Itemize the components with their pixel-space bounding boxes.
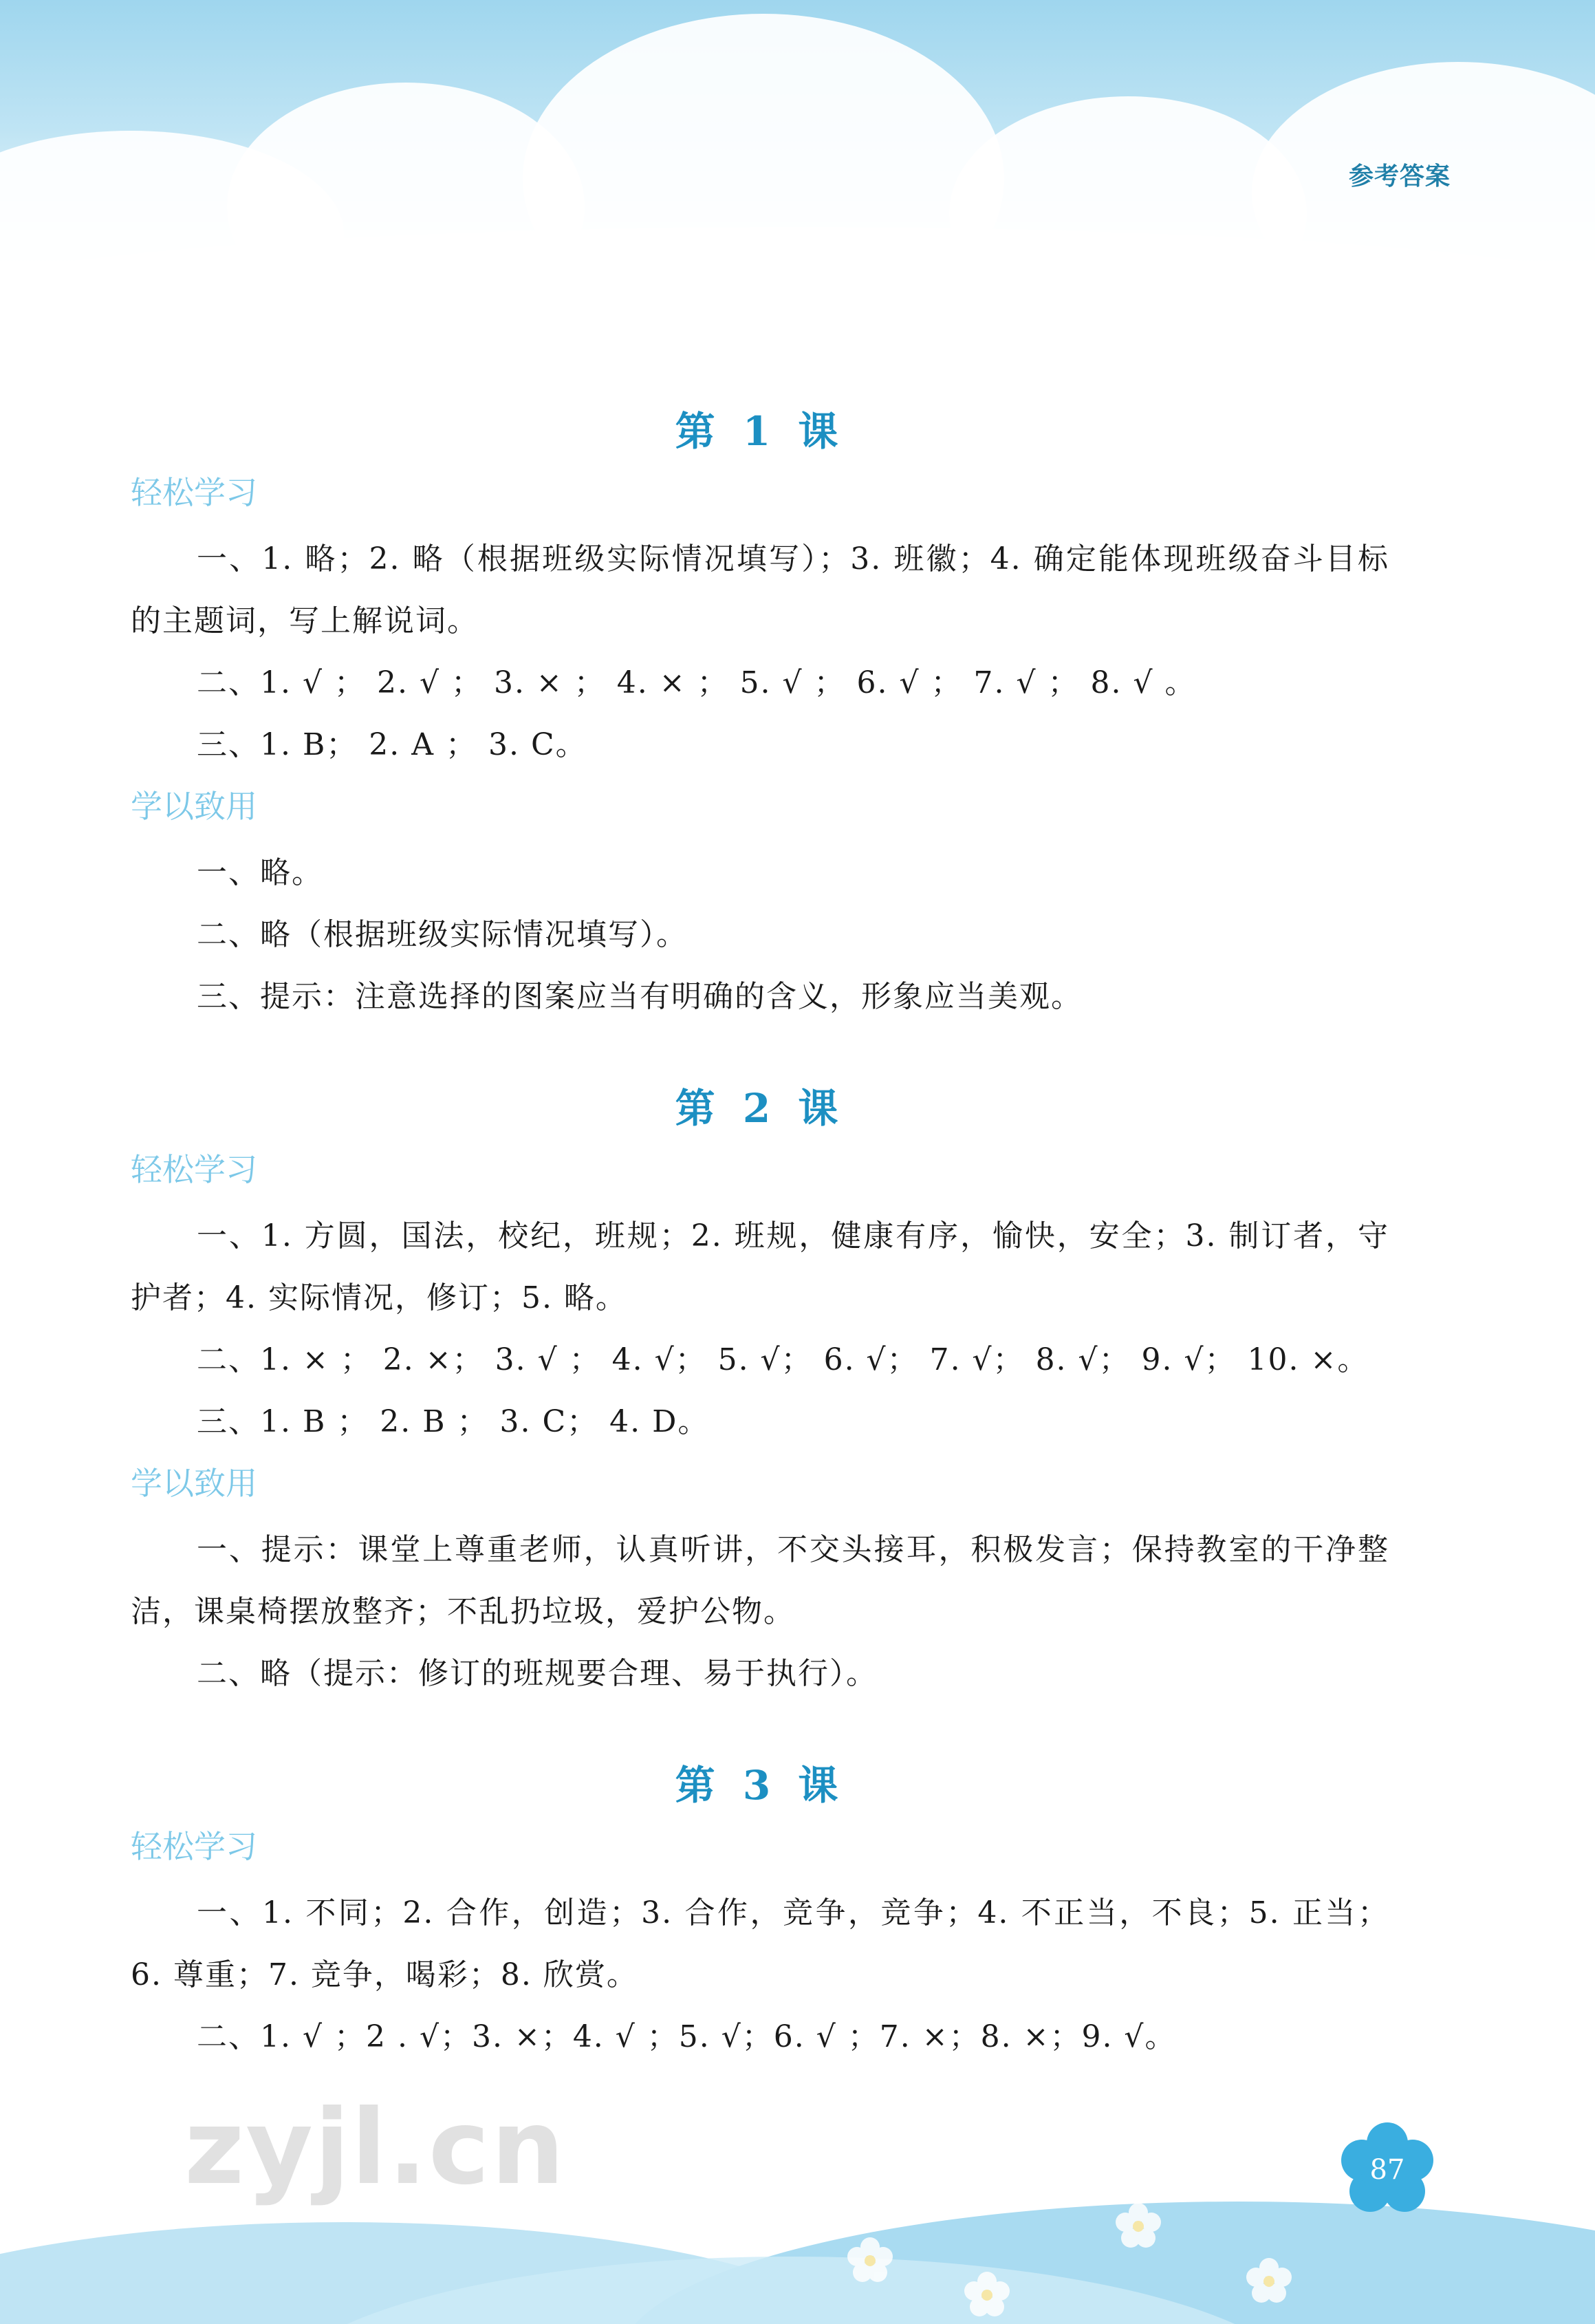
flower-icon [846,2236,894,2284]
answer-line: 二、1. √ ；2 . √；3. ×；4. √ ；5. √；6. √ ；7. ×；8. ×；9. √。 [197,2019,1177,2054]
flower-icon [1114,2202,1162,2250]
answer-line: 二、1. × ； 2. ×； 3. √ ； 4. √； 5. √； 6. √； 7. √； 8. √； 9. √； 10. ×。 [197,1342,1369,1377]
lesson-title: 第 1 课 [675,408,845,455]
flower-icon [1245,2257,1293,2305]
answer-line: 三、1. B ； 2. B ； 3. C； 4. D。 [197,1404,710,1439]
section-title: 学以致用 [131,788,257,825]
answer-line: 一、1. 方圆，国法，校纪，班规；2. 班规，健康有序，愉快，安全；3. 制订者，守护者；4. 实际情况，修订；5. 略。 [131,1218,1389,1315]
lesson-2 [131,1076,1389,1705]
answer-line: 二、略（提示：修订的班规要合理、易于执行）。 [197,1656,878,1691]
lesson-title: 第 3 课 [675,1762,845,1809]
watermark: zyjl.cn [184,2088,566,2208]
answer-line: 一、提示：课堂上尊重老师，认真听讲，不交头接耳，积极发言；保持教室的干净整洁，课桌椅摆放整齐；不乱扔垃圾，爱护公物。 [131,1532,1389,1629]
lesson-title: 第 2 课 [675,1085,845,1132]
lesson-1 [131,399,1389,1028]
section-title: 轻松学习 [131,474,257,511]
section-title: 轻松学习 [131,1828,257,1865]
answer-line: 一、1. 不同；2. 合作，创造；3. 合作，竞争，竞争；4. 不正当，不良；5. 正当；6. 尊重；7. 竞争，喝彩；8. 欣赏。 [131,1895,1389,1992]
header-label: 参考答案 [1348,162,1451,191]
header-cloud-banner [0,0,1595,289]
answer-line: 一、1. 略；2. 略（根据班级实际情况填写）；3. 班徽；4. 确定能体现班级奋斗目标的主题词，写上解说词。 [131,541,1389,638]
flower-icon [963,2270,1011,2318]
section-title: 轻松学习 [131,1151,257,1188]
answer-line: 一、略。 [197,855,323,890]
answer-line: 三、提示：注意选择的图案应当有明确的含义，形象应当美观。 [197,979,1083,1014]
answer-line: 二、略（根据班级实际情况填写）。 [197,917,688,952]
lesson-3 [131,1753,1389,2068]
section-title: 学以致用 [131,1465,257,1502]
answer-line: 二、1. √ ； 2. √ ； 3. × ； 4. × ； 5. √ ； 6. √ ； 7. √ ； 8. √ 。 [197,665,1197,700]
answer-content [131,399,1389,2116]
page-number: 87 [1369,2154,1405,2186]
answer-line: 三、1. B； 2. A ； 3. C。 [197,727,587,762]
